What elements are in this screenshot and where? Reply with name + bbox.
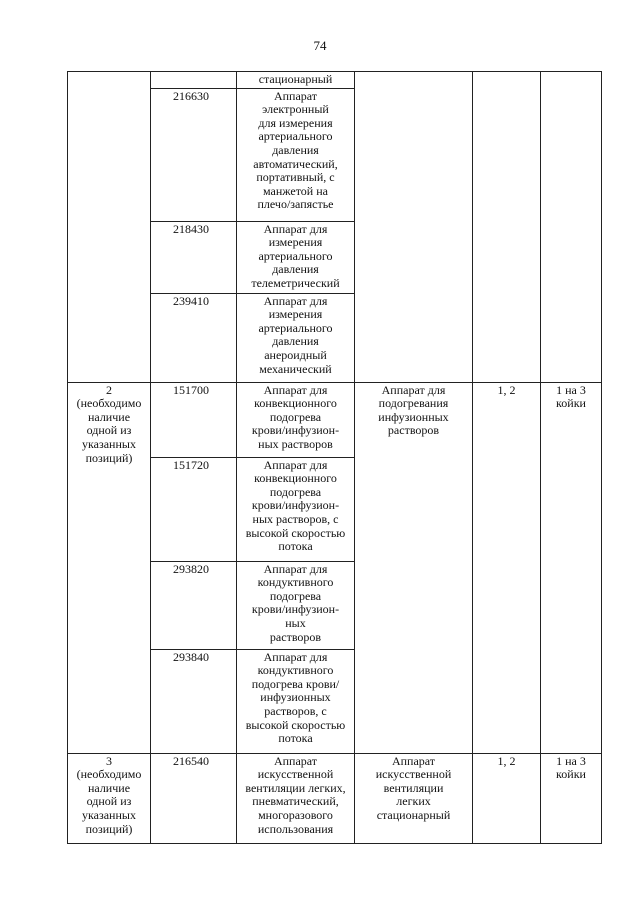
quantity-cell: 1 на 3 койки [541,753,602,843]
name-cell: стационарный [237,72,355,89]
name-cell: Аппарат для измерения артериального давления телеметрический [237,221,355,293]
name-cell: Аппарат для кондуктивного подогрева крови/ инфузионных растворов, с высокой скоростью потока [237,649,355,753]
type-cell: Аппарат искусственной вентиляции легких стационарный [355,753,473,843]
code-cell: 151700 [151,382,237,457]
name-cell: Аппарат для конвекционного подогрева крови/инфузион- ных растворов [237,382,355,457]
name-cell: Аппарат электронный для измерения артериального давления автоматический, портативный, с манжетой на плечо/запястье [237,88,355,221]
name-cell: Аппарат для кондуктивного подогрева крови/инфузион- ных растворов [237,561,355,649]
group-cell: 2 (необходимо наличие одной из указанных позиций) [68,382,151,753]
name-cell: Аппарат искусственной вентиляции легких, пневматический, многоразового использования [237,753,355,843]
quantity-cell: 1 на 3 койки [541,382,602,753]
section-cell: 1, 2 [473,753,541,843]
code-cell: 293820 [151,561,237,649]
group-cell [68,72,151,383]
group-cell: 3 (необходимо наличие одной из указанных позиций) [68,753,151,843]
equipment-table [67,71,602,844]
code-cell: 216630 [151,88,237,221]
page-number: 74 [313,38,327,53]
code-cell: 218430 [151,221,237,293]
code-cell [151,72,237,89]
table-row [68,382,602,457]
code-cell: 216540 [151,753,237,843]
type-cell [355,72,473,383]
section-cell [473,72,541,383]
name-cell: Аппарат для измерения артериального давления анероидный механический [237,293,355,382]
code-cell: 239410 [151,293,237,382]
name-cell: Аппарат для конвекционного подогрева крови/инфузион- ных растворов, с высокой скоростью потока [237,457,355,561]
code-cell: 151720 [151,457,237,561]
code-cell: 293840 [151,649,237,753]
table-row [68,72,602,89]
section-cell: 1, 2 [473,382,541,753]
quantity-cell [541,72,602,383]
type-cell: Аппарат для подогревания инфузионных растворов [355,382,473,753]
table-row [68,753,602,843]
